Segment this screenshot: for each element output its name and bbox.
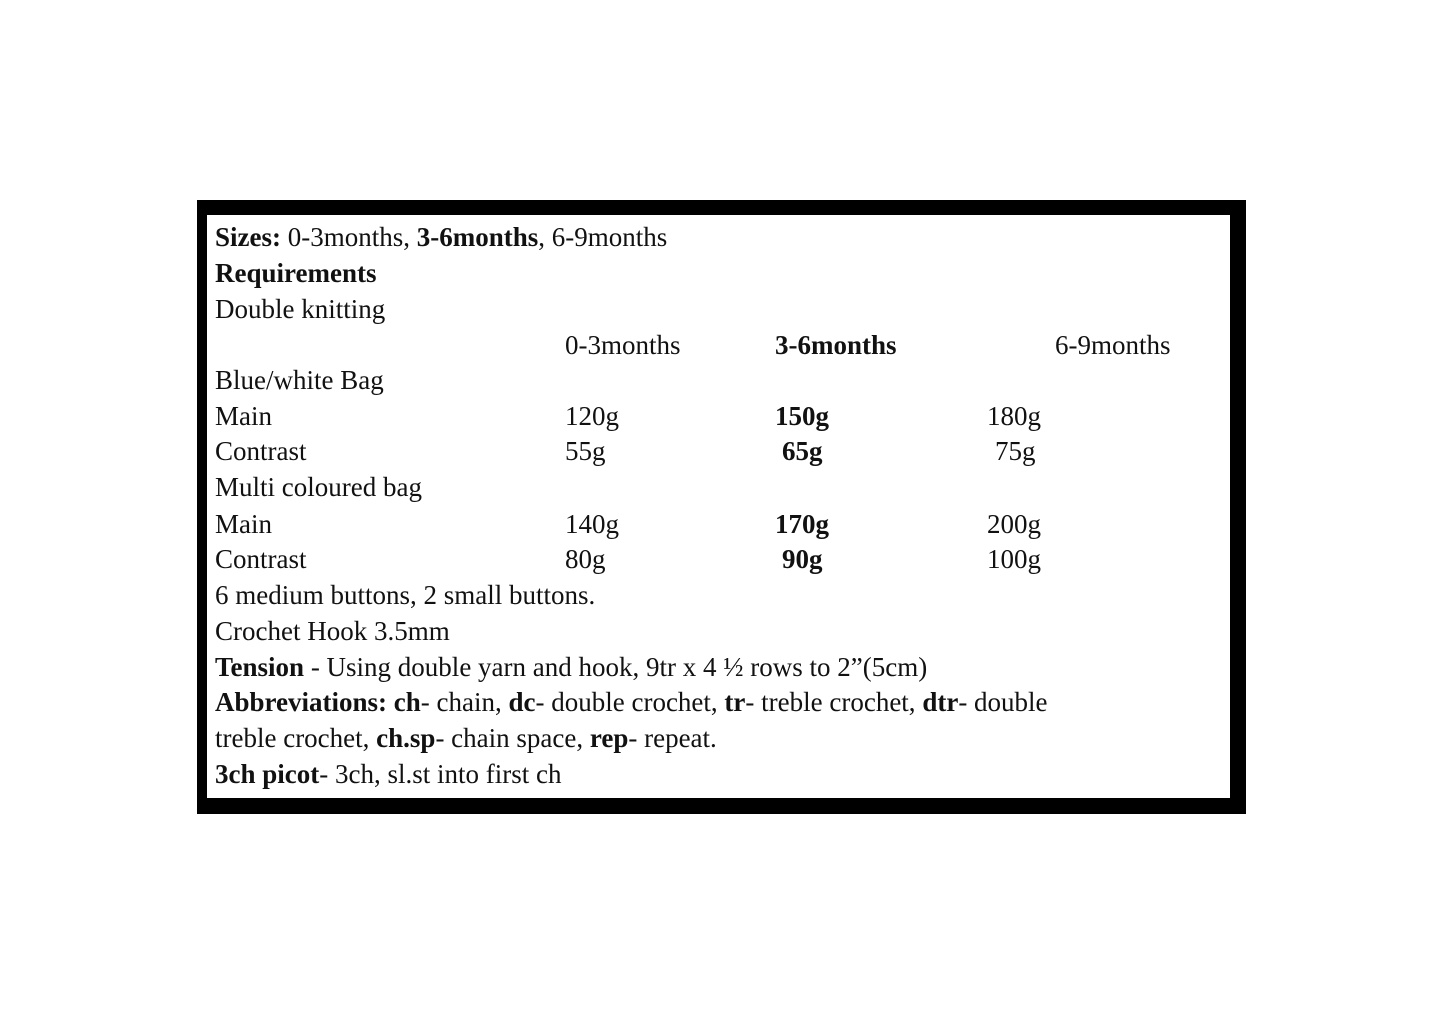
requirements-heading: Requirements — [215, 258, 377, 288]
table-row — [215, 541, 1215, 577]
row-label: Main — [215, 401, 272, 431]
size-header-row — [215, 327, 1215, 363]
value-size-3: 200g — [987, 509, 1041, 539]
value-size-3: 180g — [987, 401, 1041, 431]
pattern-requirements-panel — [207, 215, 1230, 798]
table-row — [215, 433, 1215, 469]
yarn-type: Double knitting — [215, 294, 386, 324]
row-label: Contrast — [215, 544, 307, 574]
bag-name-1: Blue/white Bag — [215, 365, 384, 395]
picot-line: 3ch picot- 3ch, sl.st into first ch — [215, 759, 562, 789]
hook-requirement: Crochet Hook 3.5mm — [215, 616, 450, 646]
abbreviations-line-1: Abbreviations: ch- chain, dc- double crochet, tr- treble crochet, dtr- double — [215, 687, 1048, 717]
value-size-1: 140g — [565, 509, 619, 539]
sizes-line: Sizes: 0-3months, 3-6months, 6-9months — [215, 222, 668, 252]
value-size-2: 90g — [782, 544, 823, 574]
size-header-2: 3-6months — [775, 330, 897, 360]
row-label: Main — [215, 509, 272, 539]
size-header-1: 0-3months — [565, 330, 681, 360]
bag-name-2: Multi coloured bag — [215, 472, 422, 502]
value-size-1: 55g — [565, 436, 606, 466]
tension-line: Tension - Using double yarn and hook, 9tr x 4 ½ rows to 2”(5cm) — [215, 652, 928, 682]
value-size-2: 65g — [782, 436, 823, 466]
row-label: Contrast — [215, 436, 307, 466]
table-row — [215, 506, 1215, 542]
abbreviations-line-2: treble crochet, ch.sp- chain space, rep- repeat. — [215, 723, 717, 753]
value-size-1: 80g — [565, 544, 606, 574]
value-size-2: 150g — [775, 401, 829, 431]
value-size-2: 170g — [775, 509, 829, 539]
size-header-3: 6-9months — [1055, 330, 1171, 360]
buttons-requirement: 6 medium buttons, 2 small buttons. — [215, 580, 596, 610]
value-size-1: 120g — [565, 401, 619, 431]
value-size-3: 75g — [995, 436, 1036, 466]
table-row — [215, 398, 1215, 434]
value-size-3: 100g — [987, 544, 1041, 574]
